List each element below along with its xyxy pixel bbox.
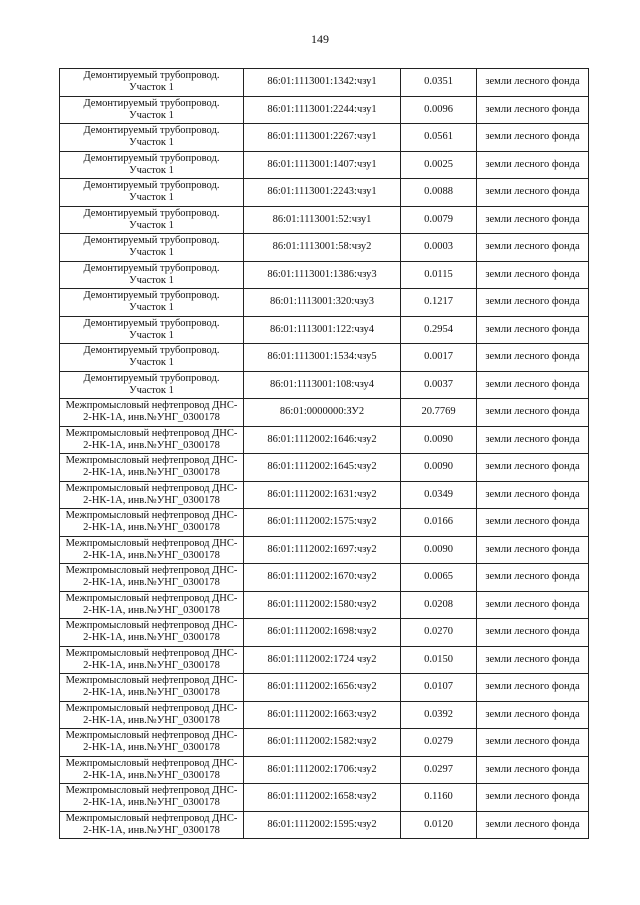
land-category-cell: земли лесного фонда: [477, 344, 589, 372]
cadastral-number-cell: 86:01:1112002:1706:чзу2: [244, 756, 401, 784]
cadastral-number-cell: 86:01:1113001:1342:чзу1: [244, 69, 401, 97]
area-cell: 0.0017: [401, 344, 477, 372]
object-name-line2: 2-НК-1А, инв.№УНГ_0300178: [83, 467, 220, 479]
area-cell: 0.0090: [401, 454, 477, 482]
cadastral-number-cell: 86:01:1113001:52:чзу1: [244, 206, 401, 234]
object-name-cell: [60, 289, 244, 317]
object-name-line2: 2-НК-1А, инв.№УНГ_0300178: [83, 797, 220, 809]
land-category-cell: земли лесного фонда: [477, 289, 589, 317]
cadastral-number-cell: 86:01:1112002:1645:чзу2: [244, 454, 401, 482]
land-category-cell: земли лесного фонда: [477, 124, 589, 152]
object-name-line1: Демонтируемый трубопровод.: [83, 207, 220, 219]
object-name-line1: Межпромысловый нефтепровод ДНС-: [65, 757, 238, 769]
object-name-line1: Демонтируемый трубопровод.: [83, 290, 220, 302]
object-name-line2: 2-НК-1А, инв.№УНГ_0300178: [83, 412, 220, 424]
object-name-cell: [60, 536, 244, 564]
land-category-cell: земли лесного фонда: [477, 729, 589, 757]
table-row: [60, 509, 589, 537]
cadastral-number-cell: 86:01:1112002:1670:чзу2: [244, 564, 401, 592]
object-name-line1: Демонтируемый трубопровод.: [83, 152, 220, 164]
object-name-line2: 2-НК-1А, инв.№УНГ_0300178: [83, 604, 220, 616]
area-cell: 0.0561: [401, 124, 477, 152]
land-category-cell: земли лесного фонда: [477, 179, 589, 207]
object-name-line1: Демонтируемый трубопровод.: [83, 70, 220, 82]
object-name-cell: [60, 619, 244, 647]
area-cell: 0.0351: [401, 69, 477, 97]
object-name-cell: [60, 234, 244, 262]
area-cell: 0.0107: [401, 674, 477, 702]
land-category-cell: земли лесного фонда: [477, 784, 589, 812]
object-name-cell: [60, 674, 244, 702]
object-name-line2: Участок 1: [129, 82, 174, 94]
table-row: [60, 591, 589, 619]
land-category-cell: земли лесного фонда: [477, 206, 589, 234]
cadastral-number-cell: 86:01:1112002:1663:чзу2: [244, 701, 401, 729]
object-name-line1: Межпромысловый нефтепровод ДНС-: [65, 675, 238, 687]
area-cell: 20.7769: [401, 399, 477, 427]
object-name-line2: Участок 1: [129, 109, 174, 121]
object-name-line2: 2-НК-1А, инв.№УНГ_0300178: [83, 577, 220, 589]
area-cell: 0.0025: [401, 151, 477, 179]
object-name-cell: [60, 426, 244, 454]
land-category-cell: земли лесного фонда: [477, 564, 589, 592]
object-name-line1: Демонтируемый трубопровод.: [83, 372, 220, 384]
area-cell: 0.0003: [401, 234, 477, 262]
area-cell: 0.0079: [401, 206, 477, 234]
land-category-cell: земли лесного фонда: [477, 69, 589, 97]
area-cell: 0.0297: [401, 756, 477, 784]
cadastral-number-cell: 86:01:1113001:58:чзу2: [244, 234, 401, 262]
area-cell: 0.1160: [401, 784, 477, 812]
object-name-line1: Межпромысловый нефтепровод ДНС-: [65, 510, 238, 522]
object-name-line1: Демонтируемый трубопровод.: [83, 125, 220, 137]
table-row: [60, 674, 589, 702]
area-cell: 0.0037: [401, 371, 477, 399]
object-name-cell: [60, 69, 244, 97]
object-name-cell: [60, 454, 244, 482]
area-cell: 0.0392: [401, 701, 477, 729]
table-row: [60, 179, 589, 207]
land-category-cell: земли лесного фонда: [477, 701, 589, 729]
cadastral-number-cell: 86:01:1112002:1724 чзу2: [244, 646, 401, 674]
land-category-cell: земли лесного фонда: [477, 536, 589, 564]
land-category-cell: земли лесного фонда: [477, 399, 589, 427]
land-category-cell: земли лесного фонда: [477, 481, 589, 509]
object-name-line2: Участок 1: [129, 274, 174, 286]
object-name-cell: [60, 701, 244, 729]
area-cell: 0.0349: [401, 481, 477, 509]
cadastral-number-cell: 86:01:1112002:1575:чзу2: [244, 509, 401, 537]
object-name-line2: 2-НК-1А, инв.№УНГ_0300178: [83, 824, 220, 836]
land-category-cell: земли лесного фонда: [477, 261, 589, 289]
area-cell: 0.0115: [401, 261, 477, 289]
object-name-line1: Демонтируемый трубопровод.: [83, 97, 220, 109]
land-category-cell: земли лесного фонда: [477, 371, 589, 399]
object-name-line2: 2-НК-1А, инв.№УНГ_0300178: [83, 632, 220, 644]
table-row: [60, 96, 589, 124]
object-name-cell: [60, 784, 244, 812]
object-name-line2: Участок 1: [129, 247, 174, 259]
object-name-line1: Межпромысловый нефтепровод ДНС-: [65, 565, 238, 577]
object-name-line2: Участок 1: [129, 219, 174, 231]
object-name-cell: [60, 729, 244, 757]
object-name-cell: [60, 206, 244, 234]
table-row: [60, 536, 589, 564]
object-name-cell: [60, 316, 244, 344]
table-row: [60, 729, 589, 757]
table-row: [60, 206, 589, 234]
table-row: [60, 371, 589, 399]
cadastral-number-cell: 86:01:1112002:1582:чзу2: [244, 729, 401, 757]
cadastral-number-cell: 86:01:1113001:122:чзу4: [244, 316, 401, 344]
land-category-cell: земли лесного фонда: [477, 316, 589, 344]
object-name-line1: Межпромысловый нефтепровод ДНС-: [65, 730, 238, 742]
land-category-cell: земли лесного фонда: [477, 674, 589, 702]
object-name-line1: Межпромысловый нефтепровод ДНС-: [65, 537, 238, 549]
object-name-line1: Межпромысловый нефтепровод ДНС-: [65, 702, 238, 714]
area-cell: 0.0279: [401, 729, 477, 757]
table-row: [60, 481, 589, 509]
land-category-cell: земли лесного фонда: [477, 151, 589, 179]
area-cell: 0.0120: [401, 811, 477, 839]
object-name-line2: 2-НК-1А, инв.№УНГ_0300178: [83, 769, 220, 781]
object-name-line1: Демонтируемый трубопровод.: [83, 262, 220, 274]
object-name-line2: Участок 1: [129, 357, 174, 369]
area-cell: 0.0065: [401, 564, 477, 592]
area-cell: 0.1217: [401, 289, 477, 317]
area-cell: 0.2954: [401, 316, 477, 344]
table-row: [60, 124, 589, 152]
land-category-cell: земли лесного фонда: [477, 234, 589, 262]
table-row: [60, 399, 589, 427]
object-name-line1: Демонтируемый трубопровод.: [83, 235, 220, 247]
table-row: [60, 234, 589, 262]
object-name-line1: Межпромысловый нефтепровод ДНС-: [65, 592, 238, 604]
land-category-cell: земли лесного фонда: [477, 96, 589, 124]
table-row: [60, 69, 589, 97]
cadastral-number-cell: 86:01:1112002:1658:чзу2: [244, 784, 401, 812]
cadastral-number-cell: 86:01:1112002:1631:чзу2: [244, 481, 401, 509]
object-name-line2: 2-НК-1А, инв.№УНГ_0300178: [83, 659, 220, 671]
cadastral-number-cell: 86:01:1112002:1698:чзу2: [244, 619, 401, 647]
land-category-cell: земли лесного фонда: [477, 454, 589, 482]
object-name-cell: [60, 124, 244, 152]
cadastral-number-cell: 86:01:1112002:1697:чзу2: [244, 536, 401, 564]
object-name-line1: Межпромысловый нефтепровод ДНС-: [65, 482, 238, 494]
table-row: [60, 426, 589, 454]
object-name-cell: [60, 96, 244, 124]
cadastral-number-cell: 86:01:0000000:ЗУ2: [244, 399, 401, 427]
page-number: 149: [311, 32, 329, 46]
cadastral-number-cell: 86:01:1113001:2244:чзу1: [244, 96, 401, 124]
object-name-line2: Участок 1: [129, 329, 174, 341]
cadastral-number-cell: 86:01:1112002:1595:чзу2: [244, 811, 401, 839]
object-name-line1: Демонтируемый трубопровод.: [83, 317, 220, 329]
table-row: [60, 646, 589, 674]
object-name-cell: [60, 371, 244, 399]
object-name-line1: Демонтируемый трубопровод.: [83, 345, 220, 357]
object-name-cell: [60, 756, 244, 784]
land-category-cell: земли лесного фонда: [477, 811, 589, 839]
object-name-cell: [60, 399, 244, 427]
object-name-line1: Межпромысловый нефтепровод ДНС-: [65, 647, 238, 659]
table-row: [60, 564, 589, 592]
object-name-line2: 2-НК-1А, инв.№УНГ_0300178: [83, 494, 220, 506]
cadastral-number-cell: 86:01:1113001:320:чзу3: [244, 289, 401, 317]
area-cell: 0.0096: [401, 96, 477, 124]
object-name-line1: Межпромысловый нефтепровод ДНС-: [65, 427, 238, 439]
cadastral-number-cell: 86:01:1112002:1646:чзу2: [244, 426, 401, 454]
object-name-cell: [60, 564, 244, 592]
area-cell: 0.0150: [401, 646, 477, 674]
object-name-line1: Межпромысловый нефтепровод ДНС-: [65, 785, 238, 797]
object-name-cell: [60, 179, 244, 207]
object-name-cell: [60, 151, 244, 179]
cadastral-number-cell: 86:01:1113001:1407:чзу1: [244, 151, 401, 179]
object-name-cell: [60, 344, 244, 372]
object-name-line1: Демонтируемый трубопровод.: [83, 180, 220, 192]
object-name-line1: Межпромысловый нефтепровод ДНС-: [65, 455, 238, 467]
cadastral-number-cell: 86:01:1113001:2267:чзу1: [244, 124, 401, 152]
land-plots-table: [59, 68, 589, 839]
cadastral-number-cell: 86:01:1113001:1534:чзу5: [244, 344, 401, 372]
land-category-cell: земли лесного фонда: [477, 509, 589, 537]
object-name-cell: [60, 481, 244, 509]
cadastral-number-cell: 86:01:1112002:1580:чзу2: [244, 591, 401, 619]
cadastral-number-cell: 86:01:1113001:2243:чзу1: [244, 179, 401, 207]
land-category-cell: земли лесного фонда: [477, 619, 589, 647]
object-name-line2: 2-НК-1А, инв.№УНГ_0300178: [83, 522, 220, 534]
area-cell: 0.0270: [401, 619, 477, 647]
object-name-cell: [60, 811, 244, 839]
table-row: [60, 784, 589, 812]
object-name-cell: [60, 509, 244, 537]
cadastral-number-cell: 86:01:1113001:1386:чзу3: [244, 261, 401, 289]
table-body: [60, 69, 589, 839]
object-name-line2: Участок 1: [129, 302, 174, 314]
object-name-line2: 2-НК-1А, инв.№УНГ_0300178: [83, 549, 220, 561]
table-row: [60, 316, 589, 344]
object-name-line1: Межпромысловый нефтепровод ДНС-: [65, 620, 238, 632]
object-name-cell: [60, 646, 244, 674]
object-name-line2: Участок 1: [129, 164, 174, 176]
object-name-line1: Межпромысловый нефтепровод ДНС-: [65, 400, 238, 412]
object-name-line1: Межпромысловый нефтепровод ДНС-: [65, 812, 238, 824]
land-category-cell: земли лесного фонда: [477, 591, 589, 619]
area-cell: 0.0088: [401, 179, 477, 207]
land-category-cell: земли лесного фонда: [477, 646, 589, 674]
object-name-line2: 2-НК-1А, инв.№УНГ_0300178: [83, 742, 220, 754]
area-cell: 0.0208: [401, 591, 477, 619]
table-row: [60, 811, 589, 839]
area-cell: 0.0090: [401, 426, 477, 454]
object-name-line2: Участок 1: [129, 137, 174, 149]
table-row: [60, 619, 589, 647]
cadastral-number-cell: 86:01:1112002:1656:чзу2: [244, 674, 401, 702]
area-cell: 0.0166: [401, 509, 477, 537]
table-row: [60, 454, 589, 482]
object-name-line2: 2-НК-1А, инв.№УНГ_0300178: [83, 714, 220, 726]
table-row: [60, 261, 589, 289]
object-name-line2: 2-НК-1А, инв.№УНГ_0300178: [83, 439, 220, 451]
object-name-line2: Участок 1: [129, 384, 174, 396]
table-row: [60, 344, 589, 372]
land-category-cell: земли лесного фонда: [477, 426, 589, 454]
table-row: [60, 756, 589, 784]
land-category-cell: земли лесного фонда: [477, 756, 589, 784]
table-row: [60, 701, 589, 729]
area-cell: 0.0090: [401, 536, 477, 564]
table-row: [60, 289, 589, 317]
table-row: [60, 151, 589, 179]
object-name-cell: [60, 261, 244, 289]
object-name-line2: 2-НК-1А, инв.№УНГ_0300178: [83, 687, 220, 699]
object-name-cell: [60, 591, 244, 619]
object-name-line2: Участок 1: [129, 192, 174, 204]
cadastral-number-cell: 86:01:1113001:108:чзу4: [244, 371, 401, 399]
